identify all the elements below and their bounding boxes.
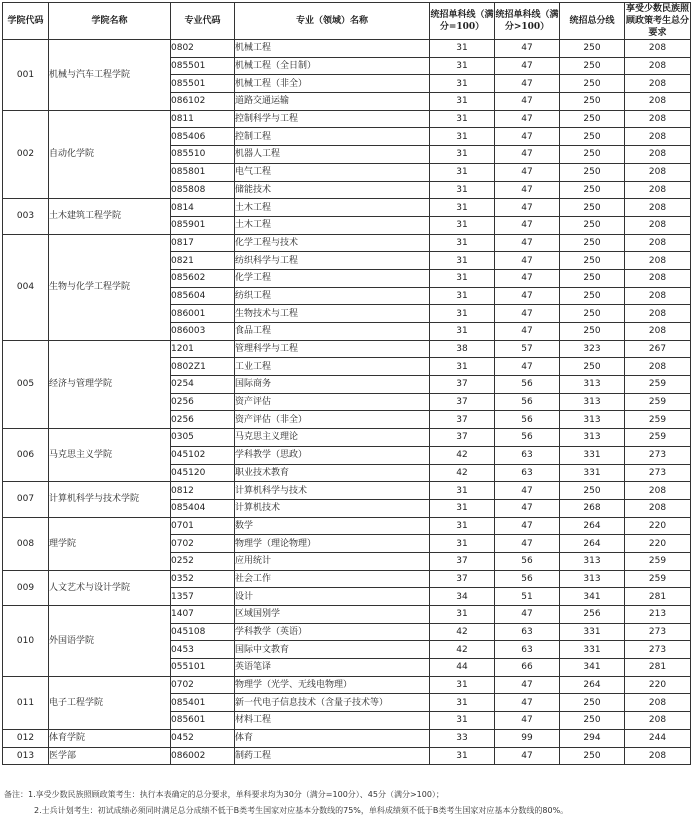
college-name-cell: 经济与管理学院 <box>49 340 171 428</box>
total-score-cell: 331 <box>560 641 625 659</box>
total-score-cell: 250 <box>560 40 625 58</box>
major-code-cell: 1407 <box>171 606 235 624</box>
total-score-cell: 250 <box>560 93 625 111</box>
minority-total-cell: 208 <box>625 269 691 287</box>
single-subject-low-cell: 31 <box>430 287 495 305</box>
single-subject-low-cell: 37 <box>430 570 495 588</box>
single-subject-high-cell: 47 <box>495 57 560 75</box>
total-score-cell: 250 <box>560 712 625 730</box>
major-name-cell: 工业工程 <box>235 358 430 376</box>
major-code-cell: 0817 <box>171 234 235 252</box>
total-score-cell: 341 <box>560 659 625 677</box>
major-name-cell: 物理学（理论物理） <box>235 535 430 553</box>
minority-total-cell: 208 <box>625 110 691 128</box>
table-body <box>3 40 691 765</box>
major-code-cell: 085510 <box>171 146 235 164</box>
single-subject-low-cell: 31 <box>430 234 495 252</box>
major-name-cell: 计算机技术 <box>235 499 430 517</box>
single-subject-high-cell: 47 <box>495 216 560 234</box>
note-line-2: 2.士兵计划考生：初试成绩必须同时满足总分成绩不低于B类考生国家对应基本分数线的75%，单科成绩须不低于B类考生国家对应基本分数线的80%。 <box>34 806 569 815</box>
major-name-cell: 新一代电子信息技术（含量子技术等） <box>235 694 430 712</box>
minority-total-cell: 208 <box>625 499 691 517</box>
major-name-cell: 控制科学与工程 <box>235 110 430 128</box>
major-code-cell: 085404 <box>171 499 235 517</box>
major-code-cell: 085501 <box>171 75 235 93</box>
major-code-cell: 1357 <box>171 588 235 606</box>
total-score-cell: 250 <box>560 358 625 376</box>
total-score-cell: 250 <box>560 269 625 287</box>
single-subject-low-cell: 31 <box>430 499 495 517</box>
table-row <box>3 40 691 58</box>
single-subject-high-cell: 47 <box>495 535 560 553</box>
single-subject-high-cell: 63 <box>495 446 560 464</box>
single-subject-high-cell: 63 <box>495 464 560 482</box>
total-score-cell: 313 <box>560 411 625 429</box>
single-subject-high-cell: 47 <box>495 712 560 730</box>
total-score-cell: 341 <box>560 588 625 606</box>
single-subject-low-cell: 42 <box>430 464 495 482</box>
minority-total-cell: 208 <box>625 482 691 500</box>
total-score-cell: 250 <box>560 146 625 164</box>
minority-total-cell: 208 <box>625 163 691 181</box>
single-subject-high-cell: 51 <box>495 588 560 606</box>
single-subject-high-cell: 47 <box>495 40 560 58</box>
college-code-cell: 012 <box>3 729 49 747</box>
single-subject-low-cell: 31 <box>430 517 495 535</box>
table-row <box>3 199 691 217</box>
single-subject-high-cell: 47 <box>495 234 560 252</box>
single-subject-low-cell: 31 <box>430 323 495 341</box>
single-subject-low-cell: 31 <box>430 146 495 164</box>
total-score-cell: 264 <box>560 535 625 553</box>
single-subject-low-cell: 34 <box>430 588 495 606</box>
single-subject-low-cell: 31 <box>430 712 495 730</box>
major-code-cell: 085808 <box>171 181 235 199</box>
major-name-cell: 学科教学（思政） <box>235 446 430 464</box>
minority-total-cell: 259 <box>625 376 691 394</box>
major-code-cell: 085501 <box>171 57 235 75</box>
major-code-cell: 0352 <box>171 570 235 588</box>
single-subject-low-cell: 31 <box>430 676 495 694</box>
major-name-cell: 应用统计 <box>235 552 430 570</box>
single-subject-high-cell: 47 <box>495 676 560 694</box>
major-code-cell: 0701 <box>171 517 235 535</box>
single-subject-high-cell: 47 <box>495 517 560 535</box>
total-score-cell: 250 <box>560 199 625 217</box>
major-name-cell: 社会工作 <box>235 570 430 588</box>
single-subject-high-cell: 47 <box>495 694 560 712</box>
single-subject-high-cell: 56 <box>495 570 560 588</box>
single-subject-low-cell: 38 <box>430 340 495 358</box>
single-subject-high-cell: 57 <box>495 340 560 358</box>
major-name-cell: 道路交通运输 <box>235 93 430 111</box>
major-code-cell: 0812 <box>171 482 235 500</box>
total-score-cell: 264 <box>560 676 625 694</box>
minority-total-cell: 220 <box>625 676 691 694</box>
major-name-cell: 化学工程 <box>235 269 430 287</box>
major-code-cell: 085401 <box>171 694 235 712</box>
college-name-cell: 医学部 <box>49 747 171 765</box>
college-code-cell: 011 <box>3 676 49 729</box>
major-code-cell: 085601 <box>171 712 235 730</box>
minority-total-cell: 259 <box>625 570 691 588</box>
college-code-cell: 009 <box>3 570 49 605</box>
total-score-cell: 250 <box>560 75 625 93</box>
single-subject-high-cell: 47 <box>495 358 560 376</box>
college-name-cell: 马克思主义学院 <box>49 429 171 482</box>
total-score-cell: 323 <box>560 340 625 358</box>
major-name-cell: 机器人工程 <box>235 146 430 164</box>
minority-total-cell: 208 <box>625 252 691 270</box>
major-code-cell: 085901 <box>171 216 235 234</box>
major-code-cell: 0452 <box>171 729 235 747</box>
college-code-cell: 005 <box>3 340 49 428</box>
major-name-cell: 区域国别学 <box>235 606 430 624</box>
major-name-cell: 纺织工程 <box>235 287 430 305</box>
single-subject-low-cell: 31 <box>430 358 495 376</box>
table-row <box>3 110 691 128</box>
single-subject-low-cell: 31 <box>430 128 495 146</box>
total-score-cell: 313 <box>560 376 625 394</box>
single-subject-high-cell: 56 <box>495 376 560 394</box>
minority-total-cell: 244 <box>625 729 691 747</box>
single-subject-high-cell: 56 <box>495 552 560 570</box>
college-name-cell: 计算机科学与技术学院 <box>49 482 171 517</box>
college-code-cell: 003 <box>3 199 49 234</box>
major-name-cell: 职业技术教育 <box>235 464 430 482</box>
major-name-cell: 学科教学（英语） <box>235 623 430 641</box>
total-score-cell: 250 <box>560 57 625 75</box>
total-score-cell: 331 <box>560 446 625 464</box>
single-subject-high-cell: 47 <box>495 128 560 146</box>
header-major-name: 专业（领域）名称 <box>235 3 430 40</box>
total-score-cell: 250 <box>560 252 625 270</box>
major-code-cell: 0305 <box>171 429 235 447</box>
single-subject-high-cell: 47 <box>495 199 560 217</box>
college-name-cell: 人文艺术与设计学院 <box>49 570 171 605</box>
minority-total-cell: 220 <box>625 535 691 553</box>
single-subject-high-cell: 63 <box>495 641 560 659</box>
major-code-cell: 0802Z1 <box>171 358 235 376</box>
major-code-cell: 045108 <box>171 623 235 641</box>
total-score-cell: 250 <box>560 110 625 128</box>
college-name-cell: 生物与化学工程学院 <box>49 234 171 340</box>
single-subject-high-cell: 47 <box>495 146 560 164</box>
total-score-cell: 256 <box>560 606 625 624</box>
minority-total-cell: 259 <box>625 552 691 570</box>
major-code-cell: 0453 <box>171 641 235 659</box>
single-subject-low-cell: 37 <box>430 411 495 429</box>
major-code-cell: 0702 <box>171 535 235 553</box>
major-name-cell: 控制工程 <box>235 128 430 146</box>
major-name-cell: 机械工程 <box>235 40 430 58</box>
total-score-cell: 313 <box>560 552 625 570</box>
total-score-cell: 250 <box>560 163 625 181</box>
single-subject-high-cell: 47 <box>495 287 560 305</box>
total-score-cell: 264 <box>560 517 625 535</box>
college-code-cell: 006 <box>3 429 49 482</box>
single-subject-high-cell: 56 <box>495 411 560 429</box>
college-code-cell: 010 <box>3 606 49 677</box>
single-subject-low-cell: 31 <box>430 606 495 624</box>
minority-total-cell: 208 <box>625 40 691 58</box>
table-row <box>3 676 691 694</box>
major-code-cell: 0821 <box>171 252 235 270</box>
minority-total-cell: 208 <box>625 128 691 146</box>
single-subject-high-cell: 63 <box>495 623 560 641</box>
major-name-cell: 土木工程 <box>235 216 430 234</box>
major-code-cell: 0702 <box>171 676 235 694</box>
single-subject-low-cell: 31 <box>430 40 495 58</box>
single-subject-high-cell: 47 <box>495 252 560 270</box>
single-subject-high-cell: 56 <box>495 429 560 447</box>
major-code-cell: 055101 <box>171 659 235 677</box>
college-name-cell: 自动化学院 <box>49 110 171 198</box>
college-name-cell: 机械与汽车工程学院 <box>49 40 171 111</box>
single-subject-low-cell: 37 <box>430 393 495 411</box>
table-row <box>3 429 691 447</box>
single-subject-low-cell: 42 <box>430 641 495 659</box>
total-score-cell: 250 <box>560 305 625 323</box>
total-score-cell: 294 <box>560 729 625 747</box>
minority-total-cell: 220 <box>625 517 691 535</box>
single-subject-high-cell: 99 <box>495 729 560 747</box>
single-subject-high-cell: 47 <box>495 110 560 128</box>
single-subject-low-cell: 37 <box>430 429 495 447</box>
total-score-cell: 313 <box>560 570 625 588</box>
single-subject-low-cell: 31 <box>430 181 495 199</box>
single-subject-high-cell: 47 <box>495 482 560 500</box>
notes <box>4 787 694 819</box>
major-name-cell: 马克思主义理论 <box>235 429 430 447</box>
college-name-cell: 外国语学院 <box>49 606 171 677</box>
single-subject-low-cell: 31 <box>430 199 495 217</box>
single-subject-low-cell: 33 <box>430 729 495 747</box>
major-name-cell: 国际中文教育 <box>235 641 430 659</box>
major-name-cell: 国际商务 <box>235 376 430 394</box>
major-name-cell: 管理科学与工程 <box>235 340 430 358</box>
major-name-cell: 机械工程（全日制） <box>235 57 430 75</box>
single-subject-high-cell: 47 <box>495 606 560 624</box>
single-subject-high-cell: 47 <box>495 747 560 765</box>
minority-total-cell: 208 <box>625 694 691 712</box>
minority-total-cell: 208 <box>625 323 691 341</box>
minority-total-cell: 208 <box>625 181 691 199</box>
minority-total-cell: 208 <box>625 358 691 376</box>
total-score-cell: 313 <box>560 393 625 411</box>
single-subject-low-cell: 31 <box>430 252 495 270</box>
major-code-cell: 085602 <box>171 269 235 287</box>
single-subject-low-cell: 31 <box>430 305 495 323</box>
minority-total-cell: 208 <box>625 216 691 234</box>
major-name-cell: 生物技术与工程 <box>235 305 430 323</box>
total-score-cell: 268 <box>560 499 625 517</box>
total-score-cell: 331 <box>560 623 625 641</box>
total-score-cell: 250 <box>560 287 625 305</box>
minority-total-cell: 259 <box>625 429 691 447</box>
single-subject-low-cell: 31 <box>430 93 495 111</box>
college-code-cell: 002 <box>3 110 49 198</box>
college-code-cell: 004 <box>3 234 49 340</box>
single-subject-low-cell: 31 <box>430 110 495 128</box>
major-code-cell: 085801 <box>171 163 235 181</box>
minority-total-cell: 208 <box>625 75 691 93</box>
header-college-name: 学院名称 <box>49 3 171 40</box>
single-subject-low-cell: 31 <box>430 216 495 234</box>
single-subject-high-cell: 47 <box>495 305 560 323</box>
minority-total-cell: 208 <box>625 234 691 252</box>
total-score-cell: 331 <box>560 464 625 482</box>
college-code-cell: 008 <box>3 517 49 570</box>
header-single-subject-low: 统招单科线（满分=100） <box>430 3 495 40</box>
major-name-cell: 化学工程与技术 <box>235 234 430 252</box>
major-code-cell: 086002 <box>171 747 235 765</box>
table-row <box>3 517 691 535</box>
college-code-cell: 001 <box>3 40 49 111</box>
single-subject-low-cell: 42 <box>430 623 495 641</box>
minority-total-cell: 208 <box>625 199 691 217</box>
header-single-subject-high: 统招单科线（满分>100） <box>495 3 560 40</box>
single-subject-high-cell: 47 <box>495 163 560 181</box>
major-code-cell: 086102 <box>171 93 235 111</box>
college-code-cell: 013 <box>3 747 49 765</box>
single-subject-low-cell: 37 <box>430 552 495 570</box>
major-name-cell: 资产评估 <box>235 393 430 411</box>
college-name-cell: 体育学院 <box>49 729 171 747</box>
single-subject-low-cell: 31 <box>430 163 495 181</box>
single-subject-high-cell: 47 <box>495 323 560 341</box>
single-subject-low-cell: 42 <box>430 446 495 464</box>
minority-total-cell: 208 <box>625 712 691 730</box>
table-row <box>3 482 691 500</box>
major-code-cell: 086003 <box>171 323 235 341</box>
header-minority-total: 享受少数民族照顾政策考生总分要求 <box>625 4 689 38</box>
single-subject-low-cell: 31 <box>430 747 495 765</box>
minority-total-cell: 208 <box>625 146 691 164</box>
college-code-cell: 007 <box>3 482 49 517</box>
single-subject-low-cell: 31 <box>430 694 495 712</box>
table-row <box>3 747 691 765</box>
single-subject-high-cell: 56 <box>495 393 560 411</box>
college-name-cell: 电子工程学院 <box>49 676 171 729</box>
single-subject-low-cell: 31 <box>430 535 495 553</box>
single-subject-high-cell: 47 <box>495 499 560 517</box>
total-score-cell: 250 <box>560 747 625 765</box>
single-subject-high-cell: 66 <box>495 659 560 677</box>
major-name-cell: 制药工程 <box>235 747 430 765</box>
total-score-cell: 250 <box>560 128 625 146</box>
major-name-cell: 数学 <box>235 517 430 535</box>
single-subject-low-cell: 37 <box>430 376 495 394</box>
minority-total-cell: 259 <box>625 393 691 411</box>
minority-total-cell: 259 <box>625 411 691 429</box>
college-name-cell: 理学院 <box>49 517 171 570</box>
note-line-1: 备注：1.享受少数民族照顾政策考生：执行本表确定的总分要求，单科要求均为30分（满分=100分）、45分（满分>100）； <box>4 790 444 799</box>
major-name-cell: 体育 <box>235 729 430 747</box>
total-score-cell: 250 <box>560 482 625 500</box>
major-name-cell: 机械工程（非全） <box>235 75 430 93</box>
major-name-cell: 资产评估（非全） <box>235 411 430 429</box>
minority-total-cell: 281 <box>625 588 691 606</box>
single-subject-low-cell: 31 <box>430 57 495 75</box>
table-row <box>3 570 691 588</box>
major-name-cell: 食品工程 <box>235 323 430 341</box>
minority-total-cell: 208 <box>625 93 691 111</box>
major-code-cell: 0256 <box>171 411 235 429</box>
minority-total-cell: 267 <box>625 340 691 358</box>
minority-total-cell: 273 <box>625 623 691 641</box>
major-name-cell: 物理学（光学、无线电物理） <box>235 676 430 694</box>
table-header-row <box>3 3 691 40</box>
single-subject-low-cell: 31 <box>430 75 495 93</box>
table-row <box>3 606 691 624</box>
single-subject-high-cell: 47 <box>495 181 560 199</box>
minority-total-cell: 213 <box>625 606 691 624</box>
table-row <box>3 729 691 747</box>
major-name-cell: 材料工程 <box>235 712 430 730</box>
major-name-cell: 英语笔译 <box>235 659 430 677</box>
single-subject-high-cell: 47 <box>495 75 560 93</box>
major-name-cell: 计算机科学与技术 <box>235 482 430 500</box>
major-code-cell: 0814 <box>171 199 235 217</box>
major-code-cell: 085604 <box>171 287 235 305</box>
table-row <box>3 340 691 358</box>
header-major-code: 专业代码 <box>171 3 235 40</box>
major-code-cell: 045102 <box>171 446 235 464</box>
minority-total-cell: 208 <box>625 287 691 305</box>
minority-total-cell: 273 <box>625 464 691 482</box>
single-subject-low-cell: 31 <box>430 269 495 287</box>
single-subject-high-cell: 47 <box>495 93 560 111</box>
major-code-cell: 0811 <box>171 110 235 128</box>
minority-total-cell: 273 <box>625 446 691 464</box>
score-line-table <box>2 2 691 765</box>
major-code-cell: 1201 <box>171 340 235 358</box>
major-name-cell: 电气工程 <box>235 163 430 181</box>
major-code-cell: 086001 <box>171 305 235 323</box>
minority-total-cell: 208 <box>625 747 691 765</box>
major-code-cell: 0254 <box>171 376 235 394</box>
total-score-cell: 250 <box>560 234 625 252</box>
major-name-cell: 设计 <box>235 588 430 606</box>
major-name-cell: 土木工程 <box>235 199 430 217</box>
header-college-code: 学院代码 <box>3 3 49 40</box>
total-score-cell: 250 <box>560 216 625 234</box>
major-code-cell: 0252 <box>171 552 235 570</box>
total-score-cell: 250 <box>560 323 625 341</box>
major-code-cell: 045120 <box>171 464 235 482</box>
single-subject-high-cell: 47 <box>495 269 560 287</box>
total-score-cell: 250 <box>560 181 625 199</box>
major-name-cell: 纺织科学与工程 <box>235 252 430 270</box>
header-total-score: 统招总分线 <box>560 3 625 40</box>
total-score-cell: 313 <box>560 429 625 447</box>
single-subject-low-cell: 31 <box>430 482 495 500</box>
major-code-cell: 0802 <box>171 40 235 58</box>
minority-total-cell: 273 <box>625 641 691 659</box>
minority-total-cell: 281 <box>625 659 691 677</box>
major-name-cell: 储能技术 <box>235 181 430 199</box>
table-row <box>3 234 691 252</box>
major-code-cell: 085406 <box>171 128 235 146</box>
single-subject-low-cell: 44 <box>430 659 495 677</box>
minority-total-cell: 208 <box>625 57 691 75</box>
college-name-cell: 土木建筑工程学院 <box>49 199 171 234</box>
minority-total-cell: 208 <box>625 305 691 323</box>
total-score-cell: 250 <box>560 694 625 712</box>
major-code-cell: 0256 <box>171 393 235 411</box>
